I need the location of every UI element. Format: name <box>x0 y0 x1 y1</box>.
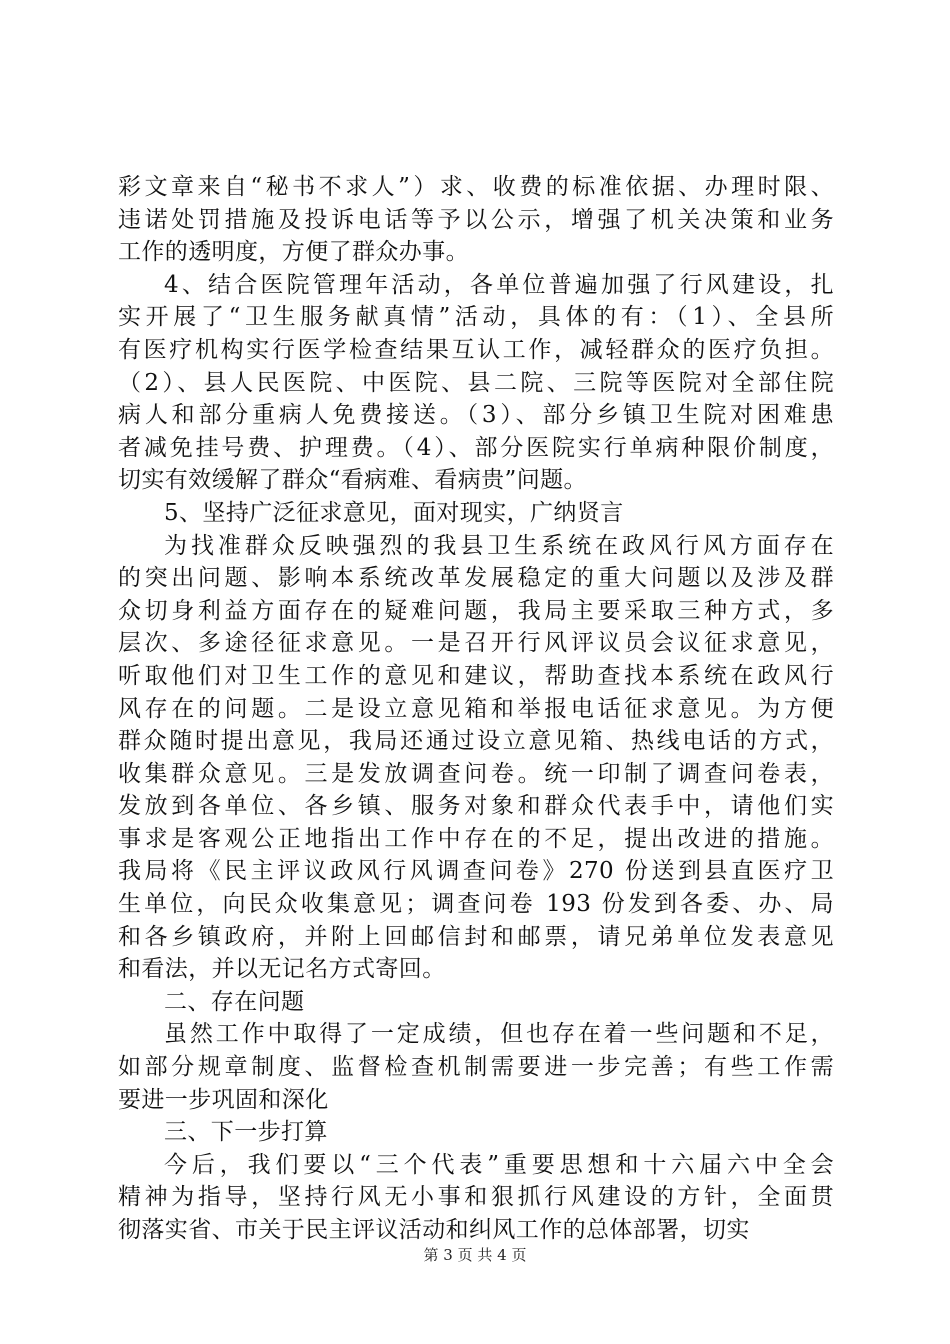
text-line: 病人和部分重病人免费接送。（3）、部分乡镇卫生院对困难患 <box>118 402 834 429</box>
text-line: 众切身利益方面存在的疑难问题，我局主要采取三种方式，多 <box>118 597 834 624</box>
paragraph <box>118 269 834 497</box>
text-line: 有医疗机构实行医学检查结果互认工作，减轻群众的医疗负担。 <box>118 336 834 363</box>
paragraph <box>118 1116 834 1149</box>
text-line: 如部分规章制度、监督检查机制需要进一步完善；有些工作需 <box>118 1054 834 1081</box>
text-line: 今后，我们要以“三个代表”重要思想和十六届六中全会 <box>164 1151 834 1178</box>
text-line: 层次、多途径征求意见。一是召开行风评议员会议征求意见， <box>118 630 834 657</box>
text-line: 的突出问题、影响本系统改革发展稳定的重大问题以及涉及群 <box>118 565 834 592</box>
text-line: 虽然工作中取得了一定成绩，但也存在着一些问题和不足， <box>164 1021 834 1048</box>
page-number-footer: 第 3 页 共 4 页 <box>423 1246 527 1264</box>
text-line: 彻落实省、市关于民主评议活动和纠风工作的总体部署，切实 <box>118 1217 750 1243</box>
text-line: 切实有效缓解了群众“看病难、看病贵”问题。 <box>118 467 587 494</box>
text-line: 者减免挂号费、护理费。（4）、部分医院实行单病种限价制度， <box>118 434 834 461</box>
text-line: （2）、县人民医院、中医院、县二院、三院等医院对全部住院 <box>118 369 834 396</box>
text-line: 群众随时提出意见，我局还通过设立意见箱、热线电话的方式， <box>118 728 834 755</box>
text-line: 4、结合医院管理年活动，各单位普遍加强了行风建设，扎 <box>164 271 834 298</box>
document-body <box>118 171 834 1247</box>
text-line: 实开展了“卫生服务献真情”活动，具体的有：（1）、全县所 <box>118 304 834 331</box>
paragraph <box>118 497 834 530</box>
paragraph <box>118 171 834 269</box>
text-line: 和各乡镇政府，并附上回邮信封和邮票，请兄弟单位发表意见 <box>118 923 834 950</box>
paragraph <box>118 986 834 1019</box>
text-line: 风存在的问题。二是设立意见箱和举报电话征求意见。为方便 <box>118 695 834 722</box>
text-line: 事求是客观公正地指出工作中存在的不足，提出改进的措施。 <box>118 825 834 852</box>
text-line: 工作的透明度，方便了群众办事。 <box>118 239 469 266</box>
paragraph <box>118 1149 834 1247</box>
text-line: 生单位，向民众收集意见；调查问卷 193 份发到各委、办、局 <box>118 891 834 918</box>
text-line: 收集群众意见。三是发放调查问卷。统一印制了调查问卷表， <box>118 760 834 787</box>
text-line: 彩文章来自“秘书不求人”）求、收费的标准依据、办理时限、 <box>118 174 834 200</box>
text-line: 听取他们对卫生工作的意见和建议，帮助查找本系统在政风行 <box>118 662 834 689</box>
text-line: 5、坚持广泛征求意见，面对现实，广纳贤言 <box>164 499 624 526</box>
text-line: 精神为指导，坚持行风无小事和狠抓行风建设的方针，全面贯 <box>118 1184 834 1211</box>
paragraph <box>118 1018 834 1116</box>
text-line: 三、下一步打算 <box>164 1119 328 1146</box>
text-line: 违诺处罚措施及投诉电话等予以公示，增强了机关决策和业务 <box>118 206 834 233</box>
paragraph <box>118 530 834 986</box>
text-line: 为找准群众反映强烈的我县卫生系统在政风行风方面存在 <box>164 532 834 559</box>
text-line: 二、存在问题 <box>164 988 305 1015</box>
text-line: 我局将《民主评议政风行风调查问卷》270 份送到县直医疗卫 <box>118 858 834 885</box>
text-line: 要进一步巩固和深化 <box>118 1086 329 1113</box>
text-line: 发放到各单位、各乡镇、服务对象和群众代表手中，请他们实 <box>118 793 834 820</box>
text-line: 和看法，并以无记名方式寄回。 <box>118 956 446 983</box>
